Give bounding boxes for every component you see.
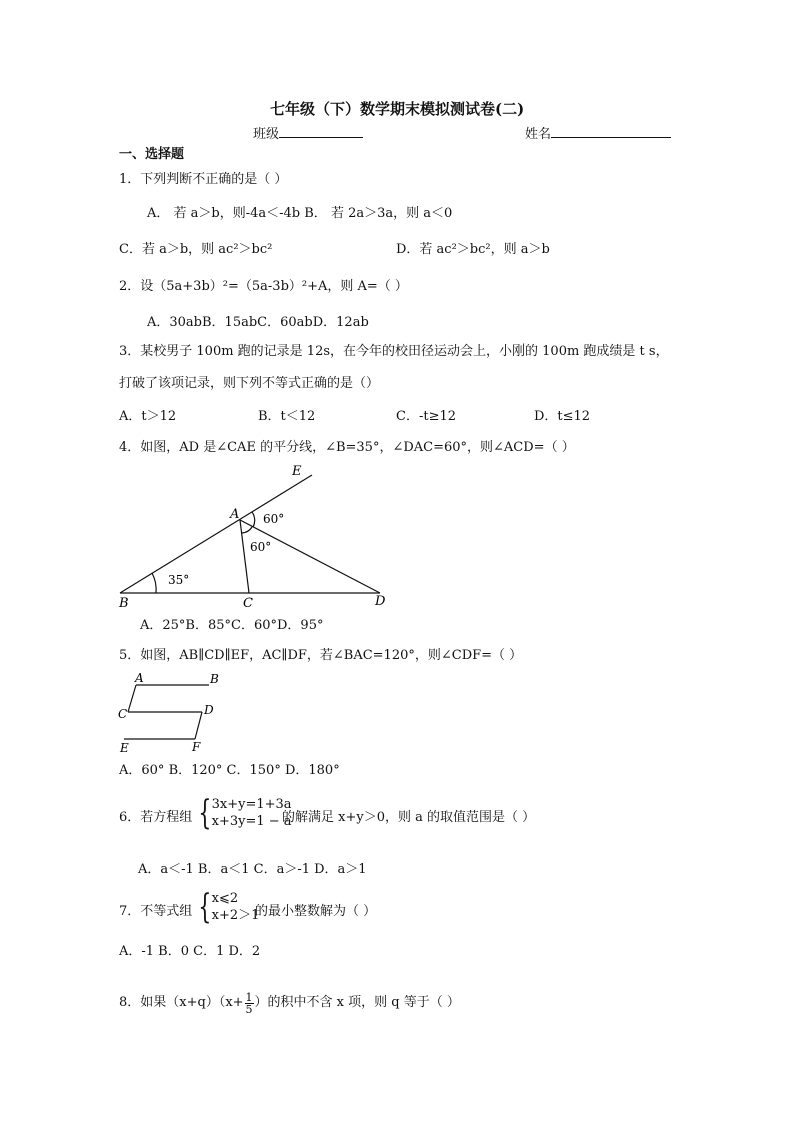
q1-stem: 1．下列判断不正确的是（ ） bbox=[119, 172, 288, 187]
class-field bbox=[253, 124, 363, 143]
q4-angle-top: 60° bbox=[263, 512, 285, 526]
q2-stem: 2．设（5a+3b）²=（5a-3b）²+A，则 A=（ ） bbox=[119, 279, 408, 294]
q4-angle-arc-mid bbox=[242, 527, 252, 533]
q4-label-d: D bbox=[375, 594, 386, 609]
q7-inequality-1: x⩽2 bbox=[211, 891, 239, 906]
q4-options: A．25°B．85°C．60°D．95° bbox=[140, 618, 324, 633]
q3-stem-line2: 打破了该项记录，则下列不等式正确的是（） bbox=[119, 376, 380, 391]
q3-option-b: B．t＜12 bbox=[258, 409, 316, 424]
q5-line-df bbox=[195, 712, 202, 739]
q8-suffix: ）的积中不含 x 项，则 q 等于（ ） bbox=[254, 995, 460, 1010]
q8-fraction-denominator: 5 bbox=[245, 1002, 253, 1016]
class-label: 班级 bbox=[253, 127, 280, 142]
q8-prefix: 8．如果（x+q）（x+ bbox=[119, 995, 244, 1010]
name-label: 姓名 bbox=[525, 127, 552, 142]
q4-label-a: A bbox=[230, 507, 240, 522]
q7-prefix: 7．不等式组 bbox=[119, 904, 193, 919]
q2-options: A．30abB．15abC．60abD．12ab bbox=[147, 315, 369, 330]
q7-inequality-system bbox=[194, 887, 260, 927]
q3-option-d: D．t≤12 bbox=[534, 409, 591, 424]
q8-fraction bbox=[245, 992, 254, 1015]
q4-triangle-figure bbox=[112, 458, 402, 613]
q6-suffix: 的解满足 x+y＞0，则 a 的取值范围是（ ） bbox=[282, 810, 536, 825]
q4-angle-b: 35° bbox=[168, 573, 190, 587]
q4-label-b: B bbox=[119, 596, 129, 611]
q5-parallel-figure bbox=[114, 668, 224, 756]
section-heading: 一、选择题 bbox=[119, 147, 185, 162]
q4-angle-arc-top bbox=[252, 512, 255, 527]
q1-option-d: D．若 ac²＞bc²，则 a＞b bbox=[396, 242, 550, 257]
q5-stem: 5．如图，AB∥CD∥EF，AC∥DF，若∠BAC=120°，则∠CDF=（ ） bbox=[119, 648, 523, 663]
q6-prefix: 6．若方程组 bbox=[119, 810, 193, 825]
q4-segment-ad bbox=[240, 520, 380, 593]
q7-options: A．-1 B．0 C．1 D．2 bbox=[119, 944, 261, 959]
q3-option-c: C．-t≥12 bbox=[396, 409, 456, 424]
q5-label-b: B bbox=[210, 672, 219, 686]
q5-label-a: A bbox=[135, 671, 144, 685]
q5-options: A．60° B．120° C．150° D．180° bbox=[119, 763, 340, 778]
q4-stem: 4．如图，AD 是∠CAE 的平分线，∠B=35°，∠DAC=60°，则∠ACD=（ ） bbox=[119, 440, 575, 455]
q4-label-c: C bbox=[243, 596, 253, 611]
q1-option-c: C．若 a＞b，则 ac²＞bc² bbox=[119, 242, 273, 257]
q4-angle-arc-b bbox=[152, 573, 156, 593]
q8-fraction-numerator: 1 bbox=[245, 990, 253, 1004]
q5-label-c: C bbox=[118, 707, 128, 721]
q7-brace: { bbox=[198, 887, 212, 927]
q3-option-a: A．t＞12 bbox=[119, 409, 177, 424]
q1-options-ab: A． 若 a＞b，则-4a＜-4b B． 若 2a＞3a，则 a＜0 bbox=[147, 206, 453, 221]
q7-inequality-2: x+2＞1 bbox=[211, 908, 260, 923]
q4-label-e: E bbox=[292, 464, 302, 479]
name-blank bbox=[551, 124, 671, 138]
q6-equation-1: 3x+y=1+3a bbox=[211, 797, 292, 812]
q5-label-d: D bbox=[204, 703, 214, 717]
page-title: 七年级（下）数学期末模拟测试卷(二) bbox=[270, 100, 525, 118]
q6-equation-2: x+3y=1 − a bbox=[211, 814, 292, 829]
q5-line-ac bbox=[128, 685, 136, 712]
q3-stem-line1: 3．某校男子 100m 跑的记录是 12s，在今年的校田径运动会上，小刚的 100m 跑成绩是 t s， bbox=[119, 344, 669, 359]
q5-label-f: F bbox=[192, 740, 201, 754]
q8-stem bbox=[119, 986, 460, 1020]
name-field bbox=[525, 124, 671, 143]
q4-ray-be bbox=[120, 475, 312, 593]
q7-suffix: 的最小整数解为（ ） bbox=[255, 904, 377, 919]
class-blank bbox=[279, 124, 363, 138]
q6-equation-system bbox=[194, 793, 292, 833]
q6-brace: { bbox=[198, 793, 212, 833]
q6-options: A．a＜-1 B．a＜1 C．a＞-1 D．a＞1 bbox=[138, 862, 367, 877]
q4-angle-mid: 60° bbox=[250, 540, 272, 554]
q5-label-e: E bbox=[120, 741, 129, 755]
